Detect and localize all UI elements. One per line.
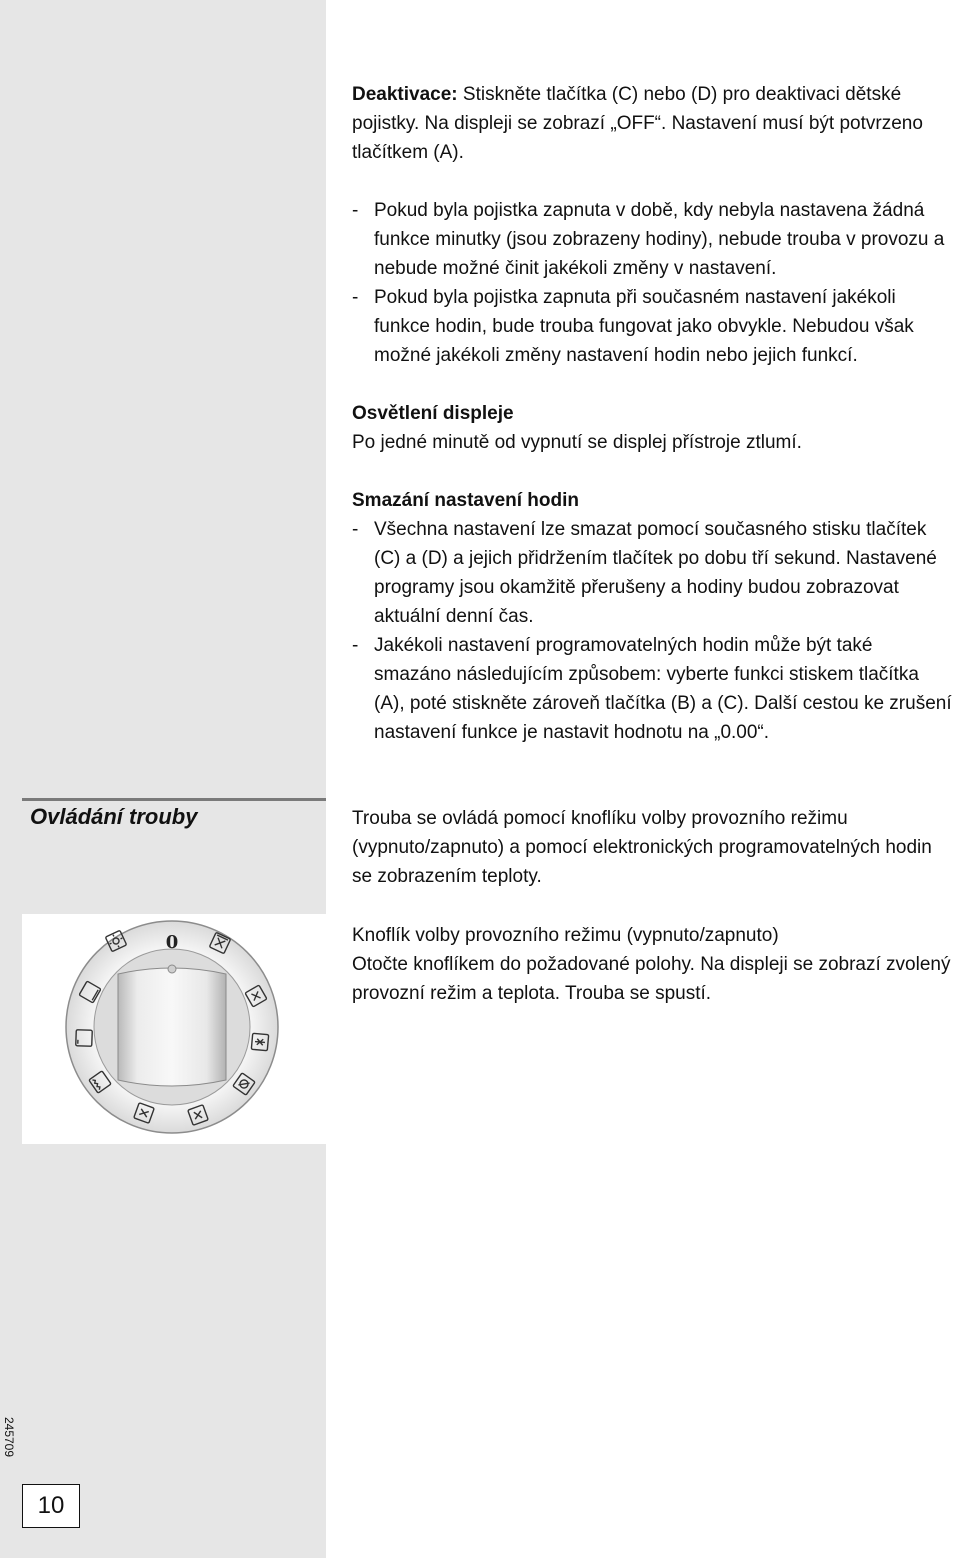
knob-body[interactable] [118, 968, 226, 1086]
clear-bullet-text: Jakékoli nastavení programovatelných hodin může být také smazáno následujícím způsobem: vyberte funkci stiskem tlačítka (A), poté stiskněte zároveň tlačítka (B) a (C). Další cestou ke zrušení nastavení funkce je nastavit hodnotu na „0.00“. [374, 635, 952, 743]
deactivation-label: Deaktivace: [352, 84, 458, 105]
knob-indicator-dot [168, 965, 176, 973]
clear-settings-heading: Smazání nastavení hodin [352, 490, 579, 511]
oven-knob-illustration [22, 914, 326, 1144]
clear-bullet-text: Všechna nastavení lze smazat pomocí současného stisku tlačítek (C) a (D) a jejich přidržením tlačítek po dobu tří sekund. Nastavené programy jsou okamžitě přerušeny a hodiny budou zobrazovat aktuální denní čas. [374, 519, 937, 627]
section-title: Ovládání trouby [30, 804, 198, 829]
document-code: 245709 [2, 1416, 16, 1458]
knob-section [352, 921, 952, 1008]
knob-title: Knoflík volby provozního režimu (vypnuto/zapnuto) [352, 925, 779, 946]
knob-dial-svg [22, 914, 326, 1144]
lock-bullet-text: Pokud byla pojistka zapnuta v době, kdy nebyla nastavena žádná funkce minutky (jsou zobrazeny hodiny), nebude trouba v provozu a nebude možné činit jakékoli změny v nastavení. [374, 200, 945, 279]
oven-control-intro [352, 804, 952, 891]
clear-bullet: - Všechna nastavení lze smazat pomocí současného stisku tlačítek (C) a (D) a jejich přidržením tlačítek po dobu tří sekund. Nastavené programy jsou okamžitě přerušeny a hodiny budou zobrazovat aktuální denní čas. [352, 519, 937, 627]
display-light-text: Po jedné minutě od vypnutí se displej přístroje ztlumí. [352, 432, 802, 453]
section-divider [22, 798, 326, 801]
knob-text: Otočte knoflíkem do požadované polohy. Na displeji se zobrazí zvolený provozní režim a teplota. Trouba se spustí. [352, 954, 951, 1004]
oven-control-intro-text: Trouba se ovládá pomocí knoflíku volby provozního režimu (vypnuto/zapnuto) a pomocí elektronických programovatelných hodin se zobrazením teploty. [352, 808, 932, 887]
main-content [352, 80, 952, 747]
clear-bullet: - Jakékoli nastavení programovatelných hodin může být také smazáno následujícím způsobem: vyberte funkci stiskem tlačítka (A), poté stiskněte zároveň tlačítka (B) a (C). Další cestou ke zrušení nastavení funkce je nastavit hodnotu na „0.00“. [352, 635, 952, 743]
page-number: 10 [22, 1484, 80, 1528]
sidebar [0, 0, 326, 1558]
display-light-heading: Osvětlení displeje [352, 403, 514, 424]
lock-bullet: - Pokud byla pojistka zapnuta v době, kdy nebyla nastavena žádná funkce minutky (jsou zobrazeny hodiny), nebude trouba v provozu a nebude možné činit jakékoli změny v nastavení. [352, 200, 945, 279]
lock-bullet-text: Pokud byla pojistka zapnuta při současném nastavení jakékoli funkce hodin, bude trouba fungovat jako obvykle. Nebudou však možné jakékoli změny nastavení hodin nebo jejich funkcí. [374, 287, 914, 366]
dial-zero-label: 0 [165, 932, 179, 953]
lock-bullet: - Pokud byla pojistka zapnuta při současném nastavení jakékoli funkce hodin, bude trouba fungovat jako obvykle. Nebudou však možné jakékoli změny nastavení hodin nebo jejich funkcí. [352, 287, 914, 366]
deactivation-paragraph [352, 80, 952, 167]
deactivation-text: Stiskněte tlačítka (C) nebo (D) pro deaktivaci dětské pojistky. Na displeji se zobrazí „OFF“. Nastavení musí být potvrzeno tlačítkem (A). [352, 84, 923, 163]
